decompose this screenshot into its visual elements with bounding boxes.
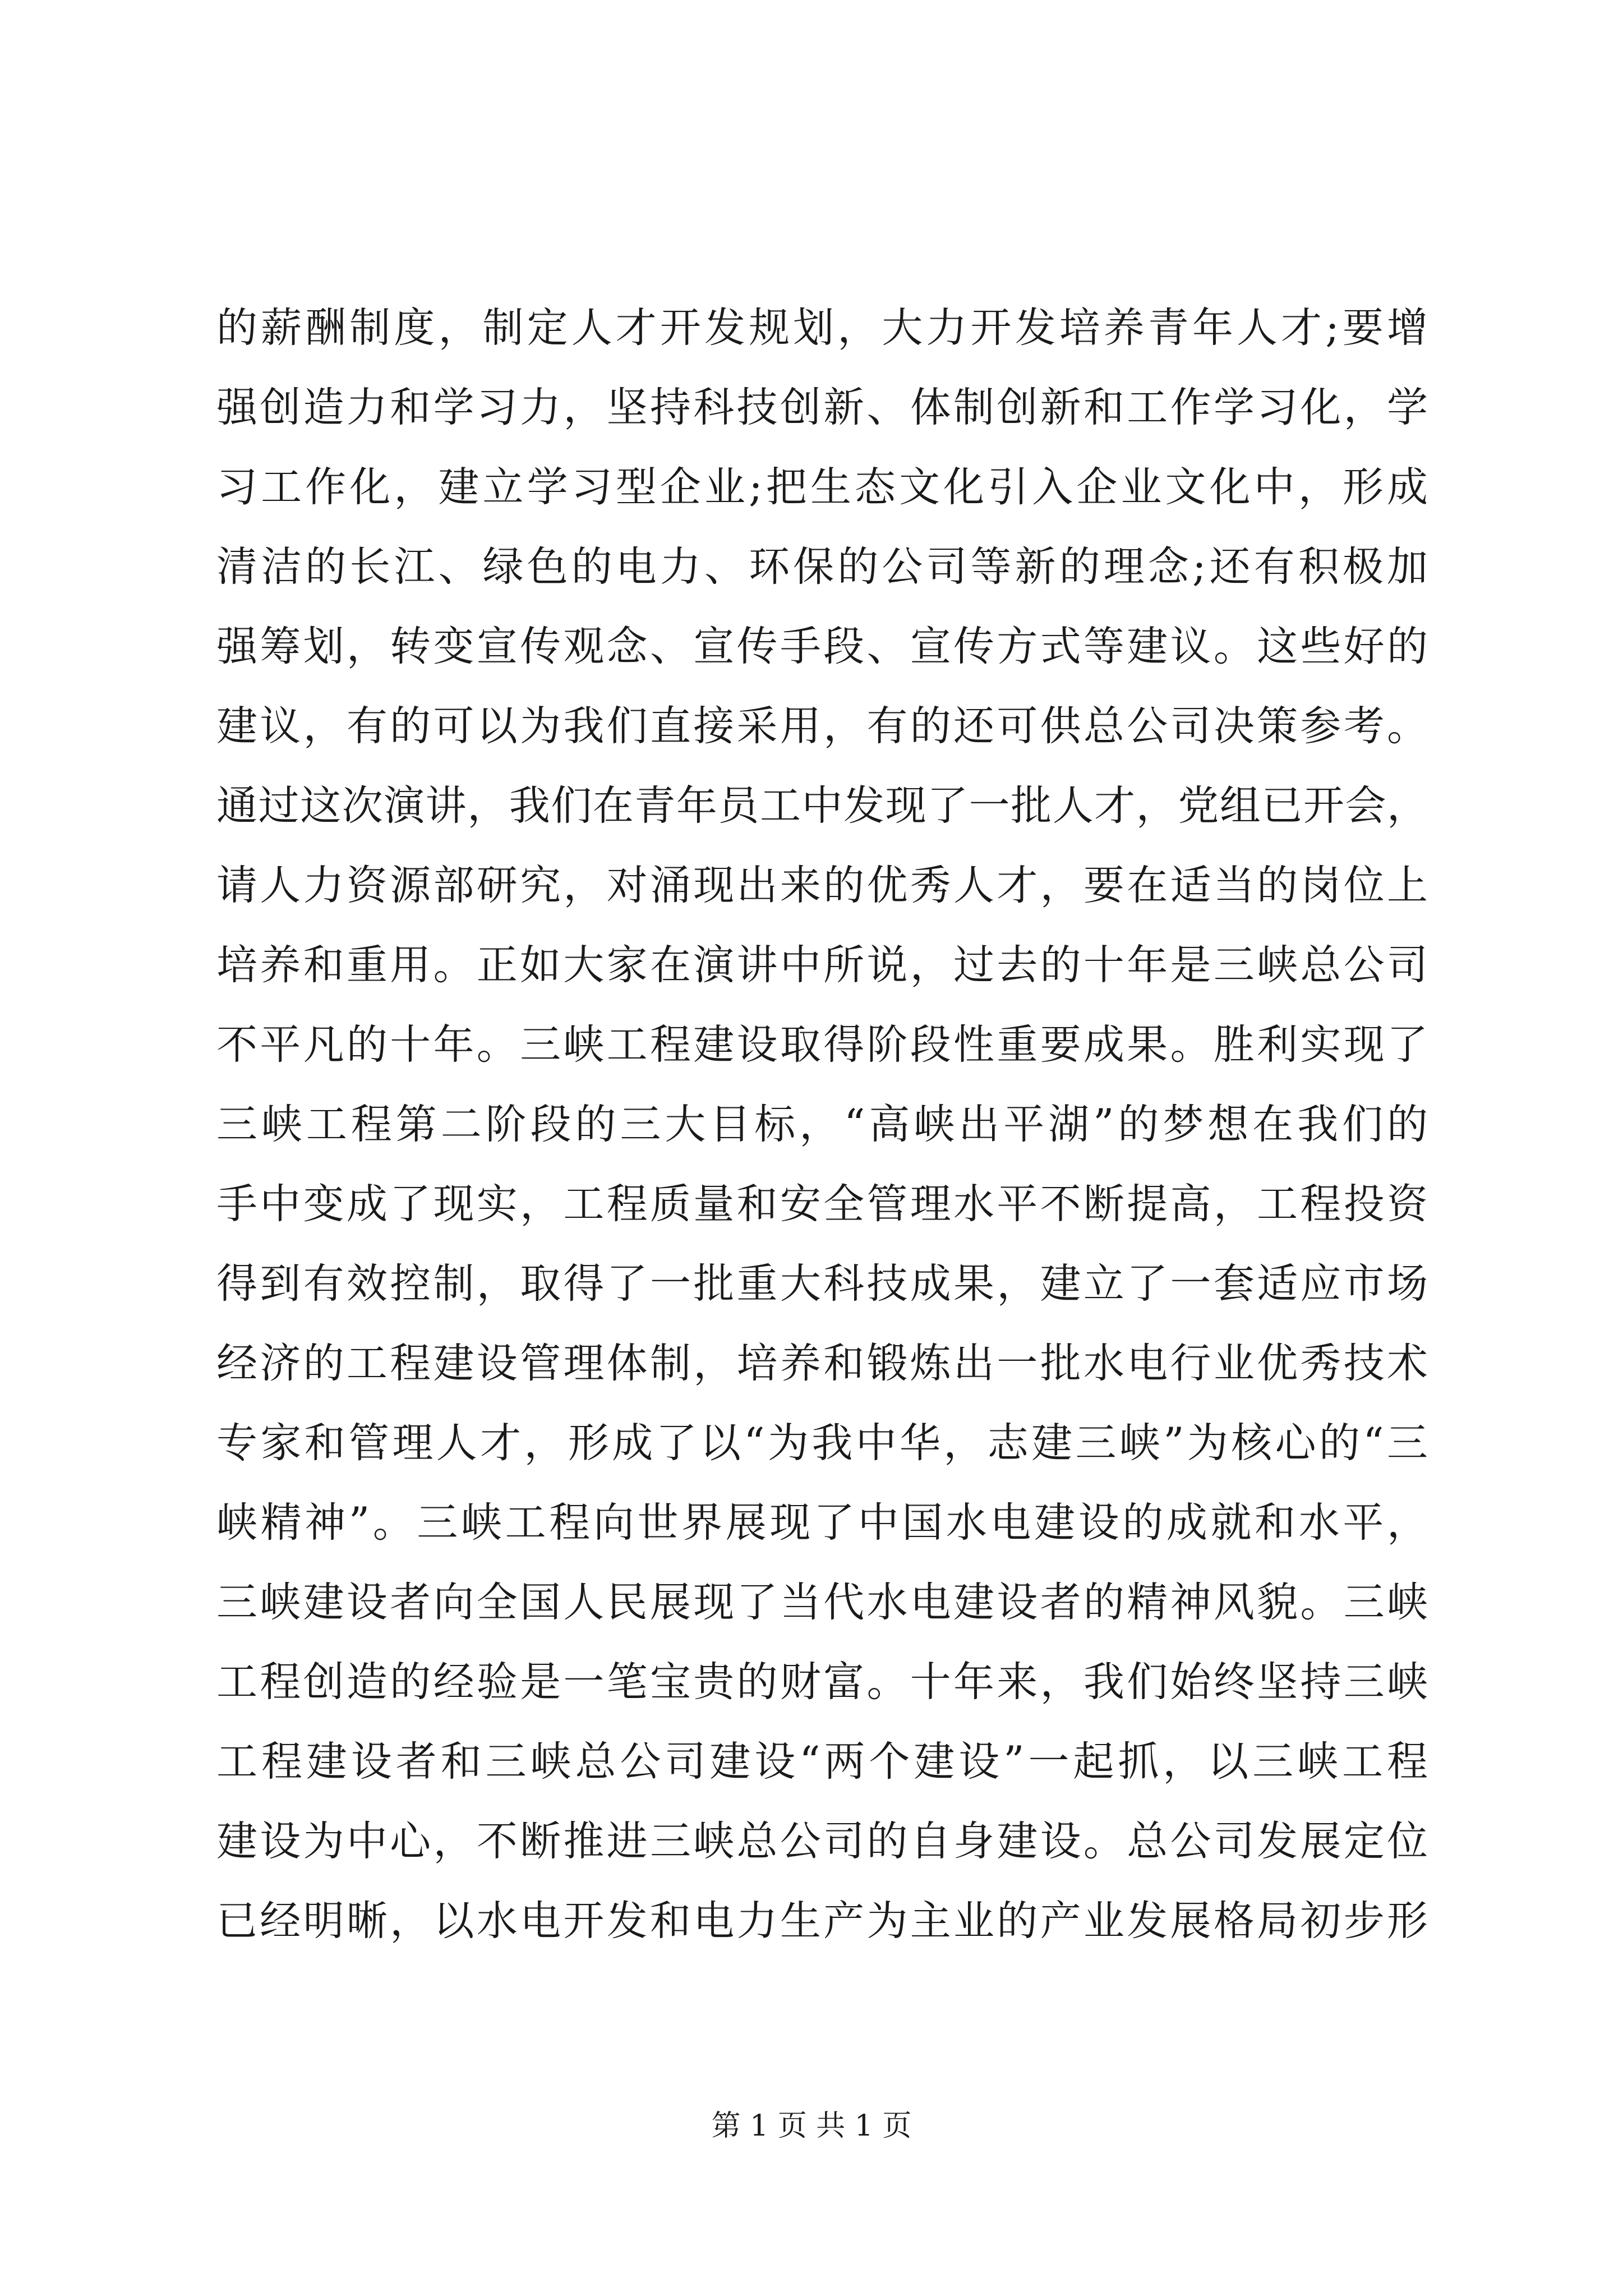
text-line: 建设为中心，不断推进三峡总公司的自身建设。总公司发展定位 [216,1818,1428,1865]
text-line: 通过这次演讲，我们在青年员工中发现了一批人才，党组已开会， [216,782,1428,830]
text-line: 培养和重用。正如大家在演讲中所说，过去的十年是三峡总公司 [216,941,1428,989]
page-number-label: 第 1 页 共 1 页 [711,2109,912,2143]
text-line: 经济的工程建设管理体制，培养和锻炼出一批水电行业优秀技术 [216,1340,1428,1387]
text-line: 专家和管理人才，形成了以“为我中华，志建三峡”为核心的“三 [216,1419,1428,1467]
text-line: 手中变成了现实，工程质量和安全管理水平不断提高，工程投资 [216,1180,1428,1228]
text-line: 清洁的长江、绿色的电力、环保的公司等新的理念;还有积极加 [216,543,1428,591]
body-paragraph [216,288,1428,1961]
text-line: 三峡建设者向全国人民展现了当代水电建设者的精神风貌。三峡 [216,1579,1428,1626]
text-line: 建议，有的可以为我们直接采用，有的还可供总公司决策参考。 [216,702,1428,750]
text-line: 已经明晰，以水电开发和电力生产为主业的产业发展格局初步形 [216,1897,1428,1945]
text-line: 得到有效控制，取得了一批重大科技成果，建立了一套适应市场 [216,1260,1428,1308]
text-line: 强筹划，转变宣传观念、宣传手段、宣传方式等建议。这些好的 [216,623,1428,670]
text-line: 不平凡的十年。三峡工程建设取得阶段性重要成果。胜利实现了 [216,1021,1428,1069]
text-line: 三峡工程第二阶段的三大目标，“高峡出平湖”的梦想在我们的 [216,1101,1428,1148]
text-line: 工程建设者和三峡总公司建设“两个建设”一起抓，以三峡工程 [216,1738,1428,1786]
page-footer [0,2104,1623,2148]
text-line: 强创造力和学习力，坚持科技创新、体制创新和工作学习化，学 [216,384,1428,431]
text-line: 工程创造的经验是一笔宝贵的财富。十年来，我们始终坚持三峡 [216,1658,1428,1706]
text-line: 请人力资源部研究，对涌现出来的优秀人才，要在适当的岗位上 [216,862,1428,909]
text-line: 习工作化，建立学习型企业;把生态文化引入企业文化中，形成 [216,463,1428,511]
text-line: 的薪酬制度，制定人才开发规划，大力开发培养青年人才;要增 [216,304,1428,352]
text-line: 峡精神”。三峡工程向世界展现了中国水电建设的成就和水平， [216,1499,1428,1547]
